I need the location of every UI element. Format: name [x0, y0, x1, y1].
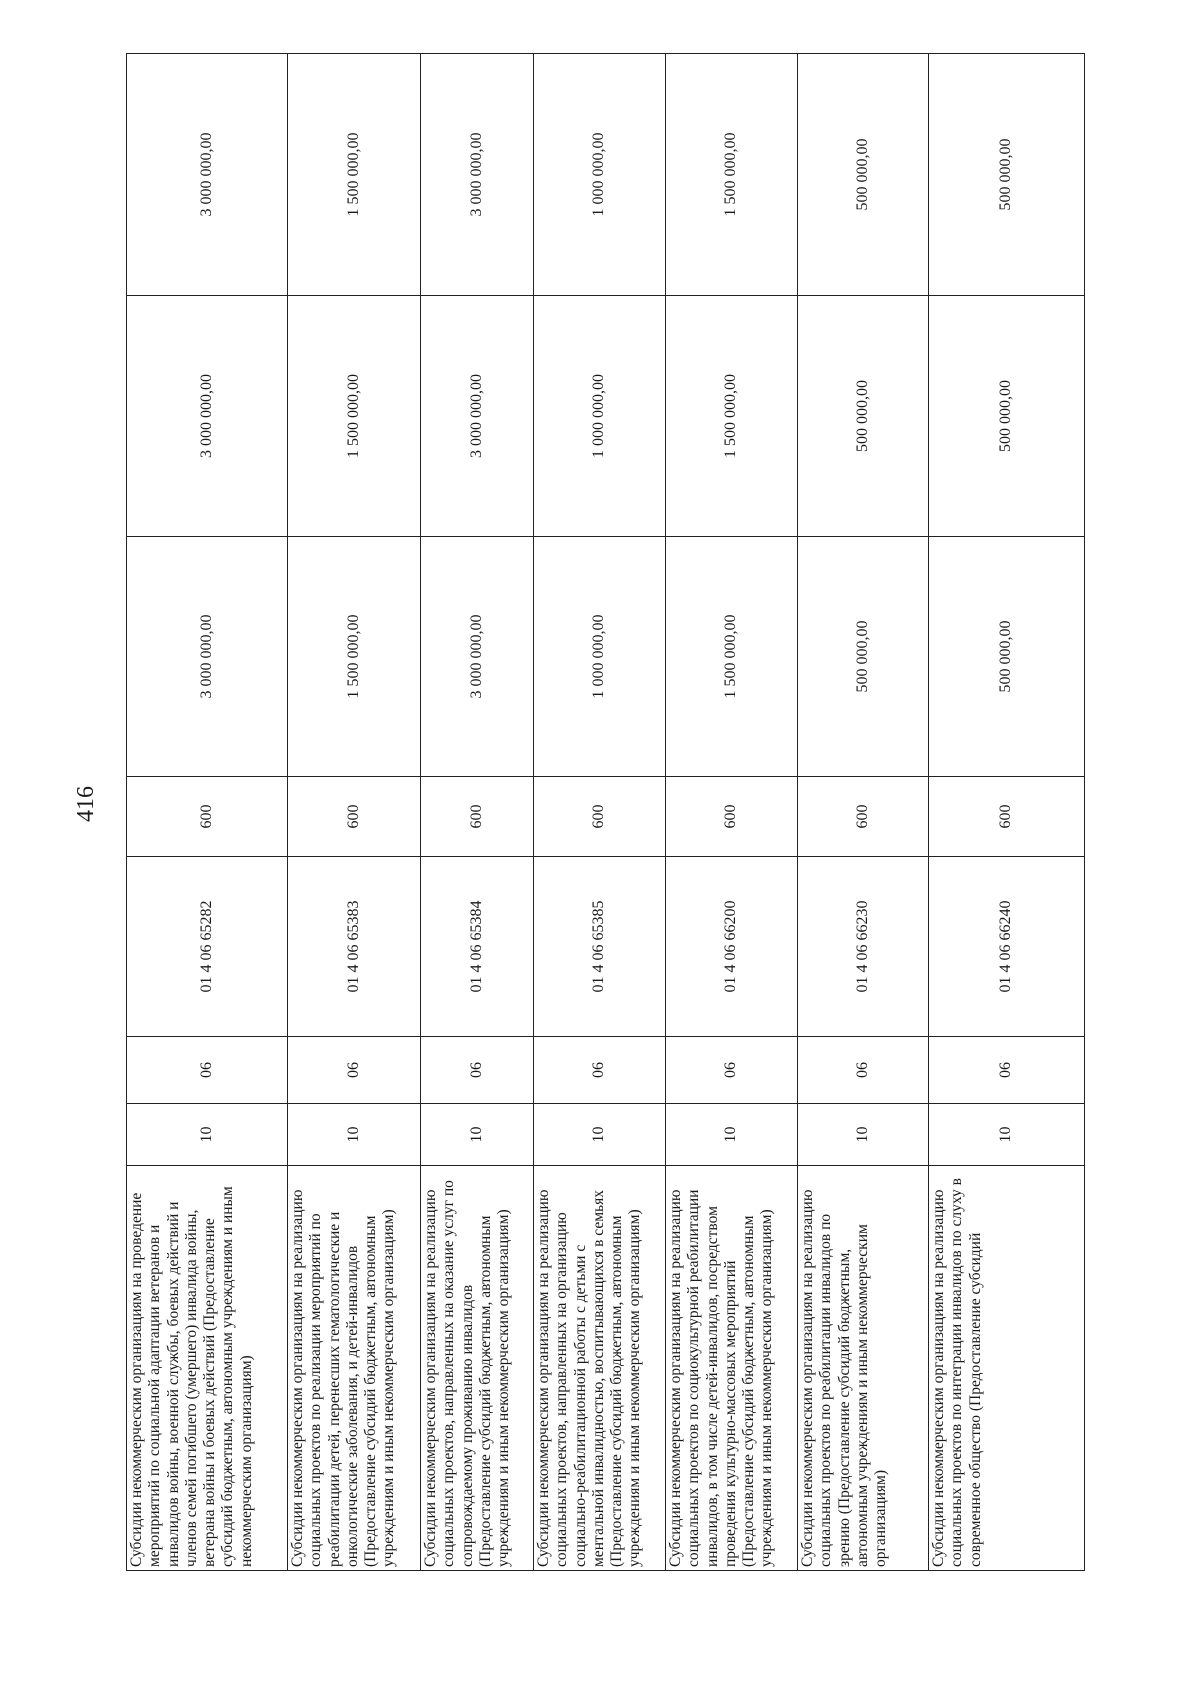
amount-year-1: 1 500 000,00: [666, 537, 798, 777]
row-description: Субсидии некоммерческим организациям на реализацию социальных проектов по реализации мероприятий по реабилитации детей, перенесших гематологические и онкологические заболевания, и детей-инвалидов (Предоставление субсидий бюджетным, автономным учреждениям и иным некоммерческим организациям): [288, 1166, 421, 1571]
section-code: 10: [666, 1104, 798, 1166]
amount-year-2: 3 000 000,00: [421, 296, 534, 537]
section-code: 10: [929, 1104, 1085, 1166]
target-article-code: 01 4 06 66230: [798, 857, 929, 1037]
expense-type-code: 600: [127, 777, 288, 857]
budget-table-container: [126, 54, 1084, 1571]
amount-year-1: 3 000 000,00: [421, 537, 534, 777]
amount-year-3: 1 000 000,00: [534, 54, 666, 296]
table-row: [534, 54, 666, 1571]
subsection-code: 06: [288, 1037, 421, 1104]
target-article-code: 01 4 06 65384: [421, 857, 534, 1037]
row-description: Субсидии некоммерческим организациям на реализацию социальных проектов, направленных на оказание услуг по сопровождаемому проживанию инвалидов (Предоставление субсидий бюджетным, автономным учреждениям и иным некоммерческим организациям): [421, 1166, 534, 1571]
amount-year-1: 3 000 000,00: [127, 537, 288, 777]
amount-year-3: 500 000,00: [929, 54, 1085, 296]
row-description: Субсидии некоммерческим организациям на реализацию социальных проектов по интеграции инвалидов по слуху в современное общество (Предоставление субсидий: [929, 1166, 1085, 1571]
amount-year-1: 1 500 000,00: [288, 537, 421, 777]
subsection-code: 06: [929, 1037, 1085, 1104]
section-code: 10: [421, 1104, 534, 1166]
amount-year-2: 1 500 000,00: [288, 296, 421, 537]
amount-year-3: 500 000,00: [798, 54, 929, 296]
budget-table: [126, 53, 1085, 1571]
table-row: [288, 54, 421, 1571]
row-description: Субсидии некоммерческим организациям на реализацию социальных проектов по реабилитации инвалидов по зрению (Предоставление субсидий бюджетным, автономным учреждениям и иным некоммерческим организациям): [798, 1166, 929, 1571]
expense-type-code: 600: [798, 777, 929, 857]
subsection-code: 06: [798, 1037, 929, 1104]
subsection-code: 06: [666, 1037, 798, 1104]
target-article-code: 01 4 06 65282: [127, 857, 288, 1037]
amount-year-2: 500 000,00: [798, 296, 929, 537]
amount-year-2: 1 500 000,00: [666, 296, 798, 537]
amount-year-3: 1 500 000,00: [666, 54, 798, 296]
target-article-code: 01 4 06 66240: [929, 857, 1085, 1037]
amount-year-1: 1 000 000,00: [534, 537, 666, 777]
row-description: Субсидии некоммерческим организациям на проведение мероприятий по социальной адаптации ветеранов и инвалидов войны, военной службы, боевых действий и членов семей погибшего (умершего) инвалида войны, ветерана войны и боевых действий (Предоставление субсидий бюджетным, автономным учреждениям и иным некоммерческим организациям): [127, 1166, 288, 1571]
section-code: 10: [288, 1104, 421, 1166]
amount-year-2: 1 000 000,00: [534, 296, 666, 537]
subsection-code: 06: [421, 1037, 534, 1104]
page-number: 416: [73, 786, 99, 822]
table-row: [798, 54, 929, 1571]
expense-type-code: 600: [288, 777, 421, 857]
expense-type-code: 600: [421, 777, 534, 857]
target-article-code: 01 4 06 66200: [666, 857, 798, 1037]
subsection-code: 06: [534, 1037, 666, 1104]
expense-type-code: 600: [929, 777, 1085, 857]
amount-year-2: 500 000,00: [929, 296, 1085, 537]
amount-year-1: 500 000,00: [929, 537, 1085, 777]
amount-year-3: 3 000 000,00: [127, 54, 288, 296]
amount-year-2: 3 000 000,00: [127, 296, 288, 537]
table-row: [421, 54, 534, 1571]
table-row: [127, 54, 288, 1571]
row-description: Субсидии некоммерческим организациям на реализацию социальных проектов, направленных на организацию социально-реабилитационной работы с детьми с ментальной инвалидностью, воспитывающихся в семьях (Предоставление субсидий бюджетным, автономным учреждениям и иным некоммерческим организациям): [534, 1166, 666, 1571]
amount-year-3: 1 500 000,00: [288, 54, 421, 296]
section-code: 10: [534, 1104, 666, 1166]
section-code: 10: [798, 1104, 929, 1166]
amount-year-3: 3 000 000,00: [421, 54, 534, 296]
expense-type-code: 600: [534, 777, 666, 857]
amount-year-1: 500 000,00: [798, 537, 929, 777]
table-row: [666, 54, 798, 1571]
table-row: [929, 54, 1085, 1571]
row-description: Субсидии некоммерческим организациям на реализацию социальных проектов по социокультурной реабилитации инвалидов, в том числе детей-инвалидов, посредством проведения культурно-массовых мероприятий (Предоставление субсидий бюджетным, автономным учреждениям и иным некоммерческим организациям): [666, 1166, 798, 1571]
subsection-code: 06: [127, 1037, 288, 1104]
section-code: 10: [127, 1104, 288, 1166]
expense-type-code: 600: [666, 777, 798, 857]
target-article-code: 01 4 06 65383: [288, 857, 421, 1037]
target-article-code: 01 4 06 65385: [534, 857, 666, 1037]
